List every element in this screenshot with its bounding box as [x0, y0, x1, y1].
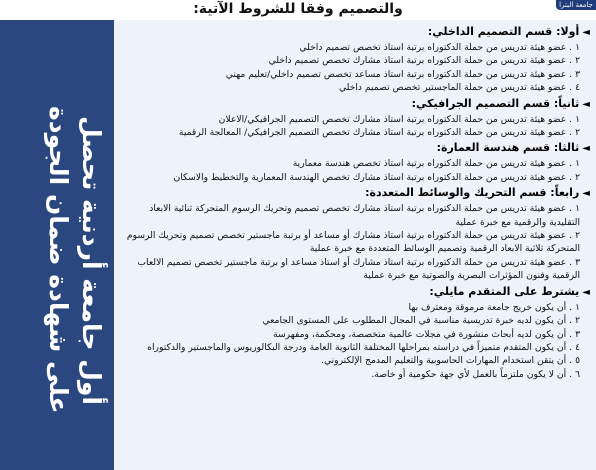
- list-item: ١. عضو هيئة تدريس من حملة الدكتوراه برتبة استاذ تخصص هندسة معمارية: [292, 158, 580, 170]
- list-item: ٤. عضو هيئة تدريس من حملة الماجستير تخصص تصميم داخلي: [338, 82, 580, 94]
- list-item: ١. عضو هيئة تدريس من حملة الدكتوراه برتبة استاذ تخصص تصميم داخلي: [299, 42, 580, 53]
- section-heading: يشترط على المتقدم مايلي:: [429, 284, 580, 298]
- list-item: ٢. عضو هيئة تدريس من حملة الدكتوراه برتبة استاذ مشارك تخصص تصميم داخلي: [268, 55, 580, 67]
- bullet-icon: ◄: [582, 27, 590, 38]
- list-item: ٣. عضو هيئة تدريس من حملة الدكتوراه برتبة استاذ مساعد تخصص تصميم داخلي/تعليم مهني: [225, 68, 580, 80]
- section-graphic-design: [120, 96, 590, 140]
- list-item: ٢. عضو هيئة تدريس من حملة الدكتوراه برتبة استاذ مشارك تخصص التصميم الجرافيكي/ المعالجة الرقمية: [178, 127, 580, 139]
- quality-slogan: أول جامعة أردنية تحصل على شهادة ضمان الجودة: [44, 106, 106, 414]
- section-animation-multimedia: [120, 185, 590, 282]
- section-architecture: [120, 140, 590, 184]
- section-interior-design: [120, 24, 590, 95]
- section-heading: ثانياً: قسم التصميم الجرافيكي:: [411, 96, 580, 110]
- list-item: ٦. أن لا يكون ملتزماً بالعمل لأي جهة حكومية أو خاصة.: [371, 368, 580, 380]
- section-heading: ثالثا: قسم هندسة العمارة:: [436, 141, 580, 155]
- list-item: ٣. عضو هيئة تدريس من حملة الدكتوراه برتبة استاذ مشارك أو استاذ مساعد او برتبة ماجستير تخصص تصميم الالعاب الرقمية وفنون المؤثرات البصرية والصوتية مع خبرة عملية: [137, 256, 580, 282]
- section-heading: رابعاً: قسم التحريك والوسائط المتعددة:: [365, 186, 580, 200]
- section-heading: أولا: قسم التصميم الداخلي:: [427, 25, 580, 38]
- list-item: ٢. عضو هيئة تدريس من حملة الدكتوراه برتبة استاذ مشارك تخصص الهندسة المعمارية والتخطيط والاسكان: [173, 171, 580, 183]
- list-item: ٤. أن يكون المتقدم متميزاً في دراسته بمراحلها المختلفة الثانوية العامة ودرجة البكالوريوس والماجستير والدكتوراه: [147, 341, 580, 353]
- list-item: ١. عضو هيئة تدريس من حملة الدكتوراه برتبة استاذ مشارك تخصص التصميم الجرافيكي/الاعلان: [218, 113, 580, 125]
- top-bar: [0, 0, 596, 21]
- sidebar-banner: [0, 20, 114, 470]
- list-item: ٢. عضو هيئة تدريس من حملة الدكتوراه برتبة استاذ مشارك أو مساعد أو برتبة ماجستير تخصص تصميم وتحريك الرسوم المتحركة ثلاثية الابعاد الرقمية وتصميم الوسائط المتعددة مع خبرة عملية: [126, 230, 580, 255]
- page-title: والتصميم وفقا للشروط الآتية:: [193, 1, 403, 17]
- bullet-icon: ◄: [582, 188, 590, 200]
- requirements-panel: [120, 24, 590, 470]
- bullet-icon: ◄: [582, 286, 590, 298]
- bullet-icon: ◄: [582, 98, 590, 110]
- list-item: ٣. أن يكون لديه أبحاث منشورة في مجلات عالمية متخصصة، ومحكمة، ومفهرسة: [273, 328, 580, 340]
- bullet-icon: ◄: [582, 143, 590, 155]
- list-item: ٢. أن يكون لديه خبرة تدريسية مناسبة في المجال المطلوب على المستوى الجامعي: [262, 315, 580, 327]
- list-item: ١. أن يكون خريج جامعة مرموقة ومعترف بها: [408, 301, 580, 313]
- university-logo: جامعة البترا: [556, 0, 596, 10]
- list-item: ٥. أن يتقن استخدام المهارات الحاسوبية والتعليم المدمج الإلكتروني.: [321, 355, 580, 367]
- announcement-body: [114, 20, 596, 470]
- section-applicant-conditions: [120, 284, 590, 381]
- list-item: ١. عضو هيئة تدريس من حملة الدكتوراه برتبة استاذ مشارك تخصص تصميم وتحريك الرسوم المتحركة ثنائية الابعاد التقليدية والرقمية مع خبرة عملية: [149, 203, 580, 228]
